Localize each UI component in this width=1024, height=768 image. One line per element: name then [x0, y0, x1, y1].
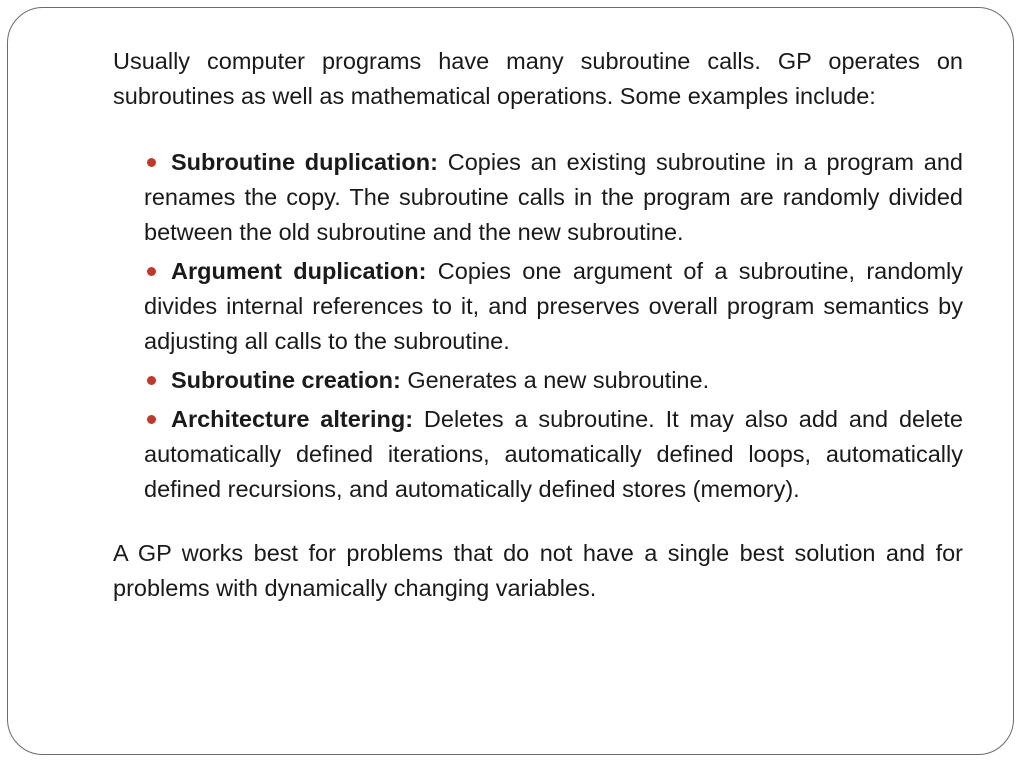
intro-paragraph: Usually computer programs have many subroutine calls. GP operates on subroutines as well as mathematical operations. Some examples include: [113, 48, 963, 109]
list-item [144, 145, 963, 250]
bullet-text: Generates a new subroutine. [407, 367, 710, 393]
bullet-icon [147, 158, 156, 167]
examples-list [113, 145, 963, 507]
conclusion-paragraph: A GP works best for problems that do not have a single best solution and for problems with dynamically changing variables. [113, 540, 963, 601]
bullet-icon [147, 267, 156, 276]
bullet-text: Deletes a subroutine. It may also add and delete automatically defined iterations, automatically defined loops, automatically defined recursions, and automatically defined stores (memory). [144, 406, 963, 502]
bullet-icon [147, 415, 156, 424]
bullet-text: Copies an existing subroutine in a program and renames the copy. The subroutine calls in the program are randomly divided between the old subroutine and the new subroutine. [144, 149, 963, 245]
bullet-term: Argument duplication: [171, 258, 427, 284]
bullet-icon [147, 376, 156, 385]
bullet-text: Copies one argument of a subroutine, randomly divides internal references to it, and preserves overall program semantics by adjusting all calls to the subroutine. [144, 258, 964, 354]
bullet-term: Subroutine creation: [171, 367, 401, 393]
list-item [144, 254, 963, 359]
bullet-term: Architecture altering: [171, 406, 414, 432]
list-item [144, 402, 963, 507]
bullet-term: Subroutine duplication: [171, 149, 438, 175]
list-item [144, 363, 963, 398]
slide-content [113, 44, 963, 606]
